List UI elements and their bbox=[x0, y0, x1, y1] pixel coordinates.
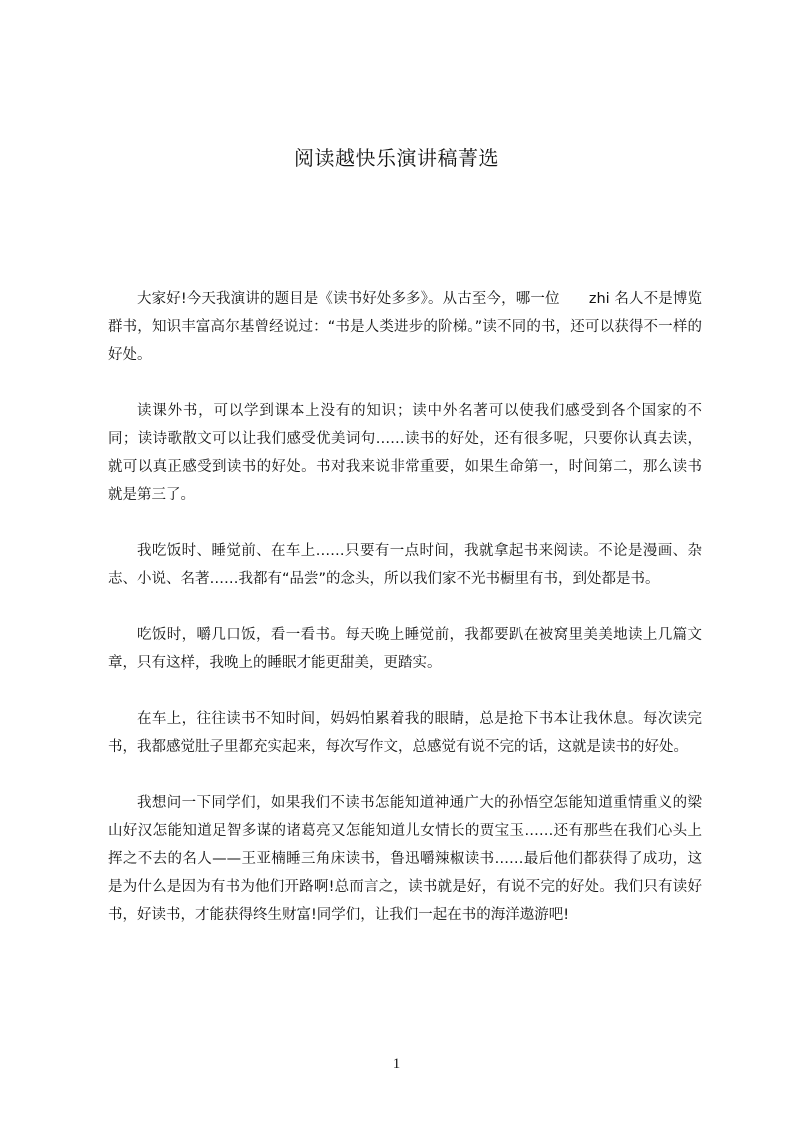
page-number: 1 bbox=[392, 1056, 401, 1072]
paragraph-2: 读课外书，可以学到课本上没有的知识；读中外名著可以使我们感受到各个国家的不同；读诗歌散文可以让我们感受优美词句……读书的好处，还有很多呢，只要你认真去读，就可以真正感受到读书的好处。书对我来说非常重要，如果生命第一，时间第二，那么读书就是第三了。 bbox=[108, 403, 702, 503]
paragraph-6: 我想问一下同学们，如果我们不读书怎能知道神通广大的孙悟空怎能知道重情重义的梁山好汉怎能知道足智多谋的诸葛亮又怎能知道儿女情长的贾宝玉……还有那些在我们心头上挥之不去的名人——王亚楠睡三角床读书，鲁迅嚼辣椒读书……最后他们都获得了成功，这是为什么是因为有书为他们开路啊!总而言之，读书就是好，有说不完的好处。我们只有读好书，好读书，才能获得终生财富!同学们，让我们一起在书的海洋遨游吧! bbox=[108, 795, 702, 923]
paragraph-3: 我吃饭时、睡觉前、在车上……只要有一点时间，我就拿起书来阅读。不论是漫画、杂志、小说、名著……我都有“品尝”的念头，所以我们家不光书橱里有书，到处都是书。 bbox=[108, 543, 702, 587]
paragraph-5: 在车上，往往读书不知时间，妈妈怕累着我的眼睛，总是抢下书本让我休息。每次读完书，我都感觉肚子里都充实起来，每次写作文，总感觉有说不完的话，这就是读书的好处。 bbox=[108, 711, 702, 755]
paragraph-1: 大家好!今天我演讲的题目是《读书好处多多》。从古至今，哪一位 zhi 名人不是博览群书，知识丰富高尔基曾经说过：“书是人类进步的阶梯。”读不同的书，还可以获得不一样的好处。 bbox=[108, 291, 702, 363]
document-body bbox=[108, 285, 702, 957]
paragraph-4: 吃饭时，嚼几口饭，看一看书。每天晚上睡觉前，我都要趴在被窝里美美地读上几篇文章，只有这样，我晚上的睡眠才能更甜美，更踏实。 bbox=[108, 627, 702, 671]
document-title: 阅读越快乐演讲稿菁选 bbox=[294, 146, 499, 170]
